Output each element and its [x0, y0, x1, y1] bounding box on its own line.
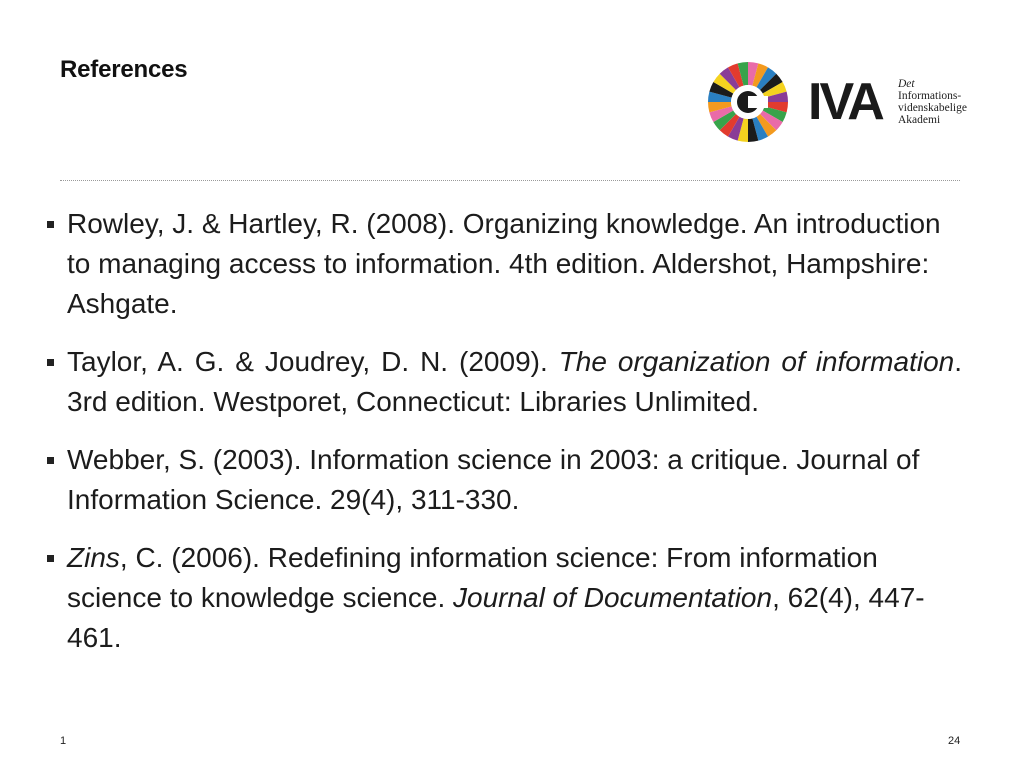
bullet-icon [47, 457, 54, 464]
reference-text-end: . 3rd edition. Westporet, Connecticut: Libraries Unlimited. [67, 346, 962, 417]
title-divider [60, 180, 960, 181]
reference-author: Zins [67, 542, 120, 573]
reference-text-start: Taylor, A. G. & Joudrey, D. N. (2009). [67, 346, 559, 377]
logo-subtext-line-1: Det [898, 78, 915, 90]
reference-text: Rowley, J. & Hartley, R. (2008). Organizing knowledge. An introduction to managing access to information. 4th edition. Aldershot, Hampshire: Ashgate. [67, 208, 941, 319]
reference-text: Webber, S. (2003). Information science in 2003: a critique. Journal of Information Science. 29(4), 311-330. [67, 444, 920, 515]
iva-logo [706, 60, 966, 146]
bullet-icon [47, 555, 54, 562]
logo-wordmark: IVA [808, 73, 882, 131]
reference-book-title: The organization of information [558, 346, 955, 377]
reference-journal: Journal of Documentation [453, 582, 773, 613]
page-number: 24 [948, 735, 961, 747]
logo-subtext-line-2: Informations- [898, 90, 962, 102]
slide-title: References [60, 56, 188, 83]
reference-text-end: , 62(4), 447-461. [67, 582, 925, 653]
footer-left-number: 1 [60, 735, 67, 747]
reference-item-zins [40, 538, 962, 658]
logo-subtext-line-4: Akademi [898, 114, 941, 126]
bullet-icon [47, 221, 54, 228]
iva-ring-logo-icon [706, 60, 790, 144]
logo-subtext [898, 78, 967, 126]
reference-list [40, 204, 962, 676]
reference-item-rowley [40, 204, 962, 324]
bullet-icon [47, 359, 54, 366]
reference-item-webber [40, 440, 962, 520]
logo-subtext-line-3: videnskabelige [898, 102, 967, 114]
reference-text-middle: , C. (2006). Redefining information science: From information science to knowledge science. [67, 542, 878, 613]
reference-item-taylor [40, 342, 962, 422]
